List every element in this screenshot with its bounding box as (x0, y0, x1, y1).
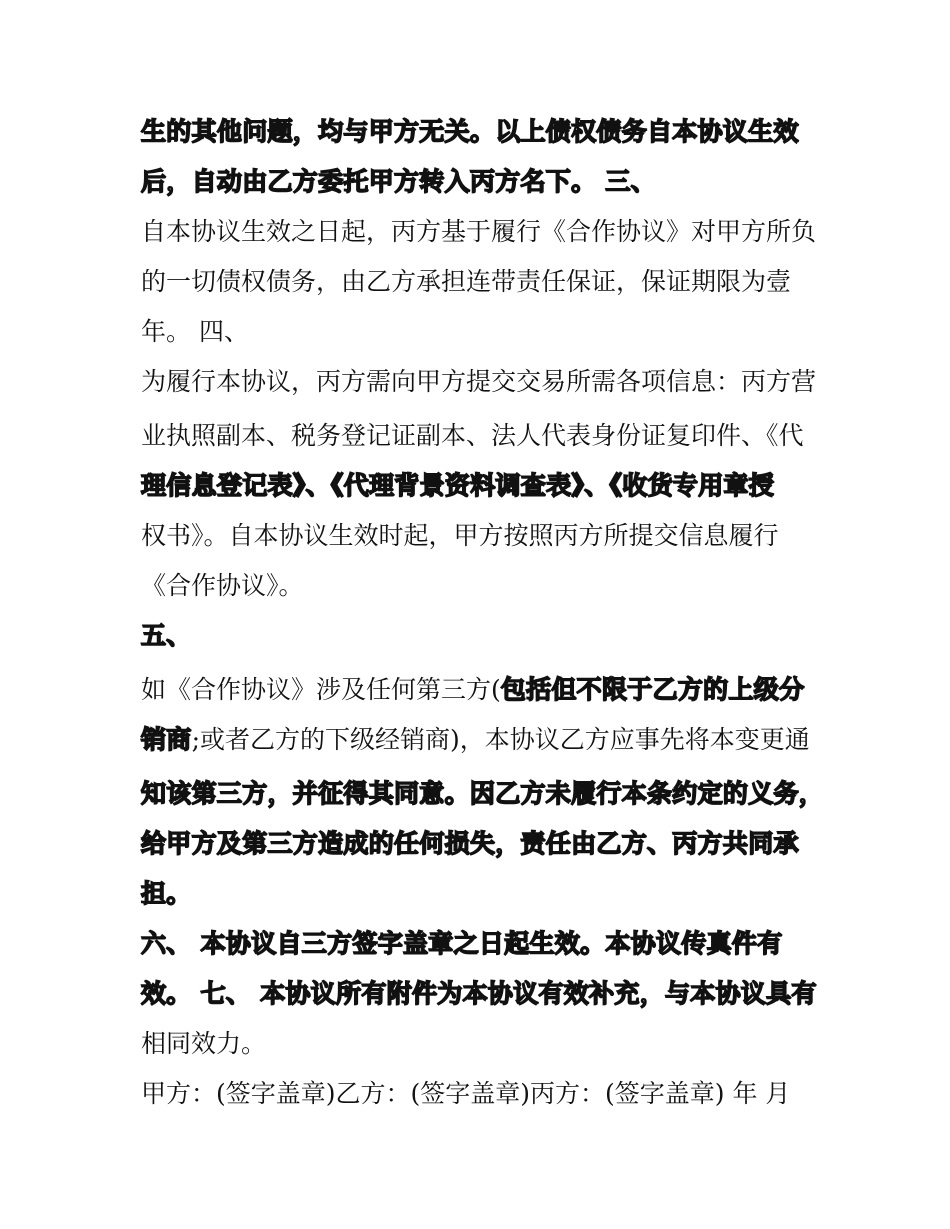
text-run: ;或者乙方的下级经销商)，本协议乙方应事先将本变更通 (191, 725, 810, 754)
doc-line (141, 316, 249, 348)
text-run: 知该第三方，并征得其同意。因乙方未履行本条约定的义务， (141, 779, 825, 808)
text-run: 业执照副本、税务登记证副本、法人代表身份证复印件、《代 (141, 421, 804, 450)
text-run: 年。 四、 (141, 317, 249, 346)
text-run: 六、 本协议自三方签字盖章之日起生效。本协议传真件有 (141, 929, 783, 958)
doc-line (141, 778, 824, 810)
text-run: 相同效力。 (141, 1029, 267, 1058)
doc-line (141, 620, 192, 652)
doc-line (141, 520, 779, 552)
text-run: 的一切债权债务，由乙方承担连带责任保证，保证期限为壹 (141, 267, 792, 296)
doc-line (141, 166, 656, 198)
text-run: 后，自动由乙方委托甲方转入丙方名下。 三、 (141, 167, 657, 196)
text-run: 理信息登记表》、《代理背景资料调查表》、《收货专用章授 (141, 471, 775, 500)
text-run: 担。 (141, 879, 192, 908)
doc-line (141, 570, 304, 602)
doc-line (141, 978, 817, 1010)
doc-line (141, 266, 791, 298)
doc-line (141, 674, 804, 706)
text-run: 生的其他问题，均与甲方无关。以上债权债务自本协议生效 (141, 117, 799, 146)
text-run: 效。 七、 本协议所有附件为本协议有效补充，与本协议具有 (141, 979, 817, 1008)
text-run: 五、 (141, 621, 192, 650)
text-run: 为履行本协议，丙方需向甲方提交交易所需各项信息：丙方营 (141, 367, 817, 396)
text-run: 如《合作协议》涉及任何第三方( (141, 675, 501, 704)
text-run: 自本协议生效之日起，丙方基于履行《合作协议》对甲方所负 (141, 217, 817, 246)
doc-line (141, 928, 783, 960)
doc-line (141, 116, 799, 148)
doc-line (141, 470, 774, 502)
doc-line (141, 878, 192, 910)
doc-line (141, 366, 816, 398)
text-run: 包括但不限于乙方的上级分 (500, 675, 805, 704)
doc-line (141, 1078, 790, 1110)
doc-line (141, 828, 799, 860)
text-run: 权书》。自本协议生效时起，甲方按照丙方所提交信息履行 (141, 521, 779, 550)
doc-line (141, 724, 810, 756)
doc-line (141, 420, 804, 452)
doc-line (141, 216, 816, 248)
text-run: 销商 (141, 725, 192, 754)
text-run: 甲方：(签字盖章)乙方：(签字盖章)丙方：(签字盖章) 年 月 (141, 1079, 791, 1108)
doc-line (141, 1028, 266, 1060)
text-run: 给甲方及第三方造成的任何损失，责任由乙方、丙方共同承 (141, 829, 799, 858)
text-run: 《合作协议》。 (141, 571, 304, 600)
